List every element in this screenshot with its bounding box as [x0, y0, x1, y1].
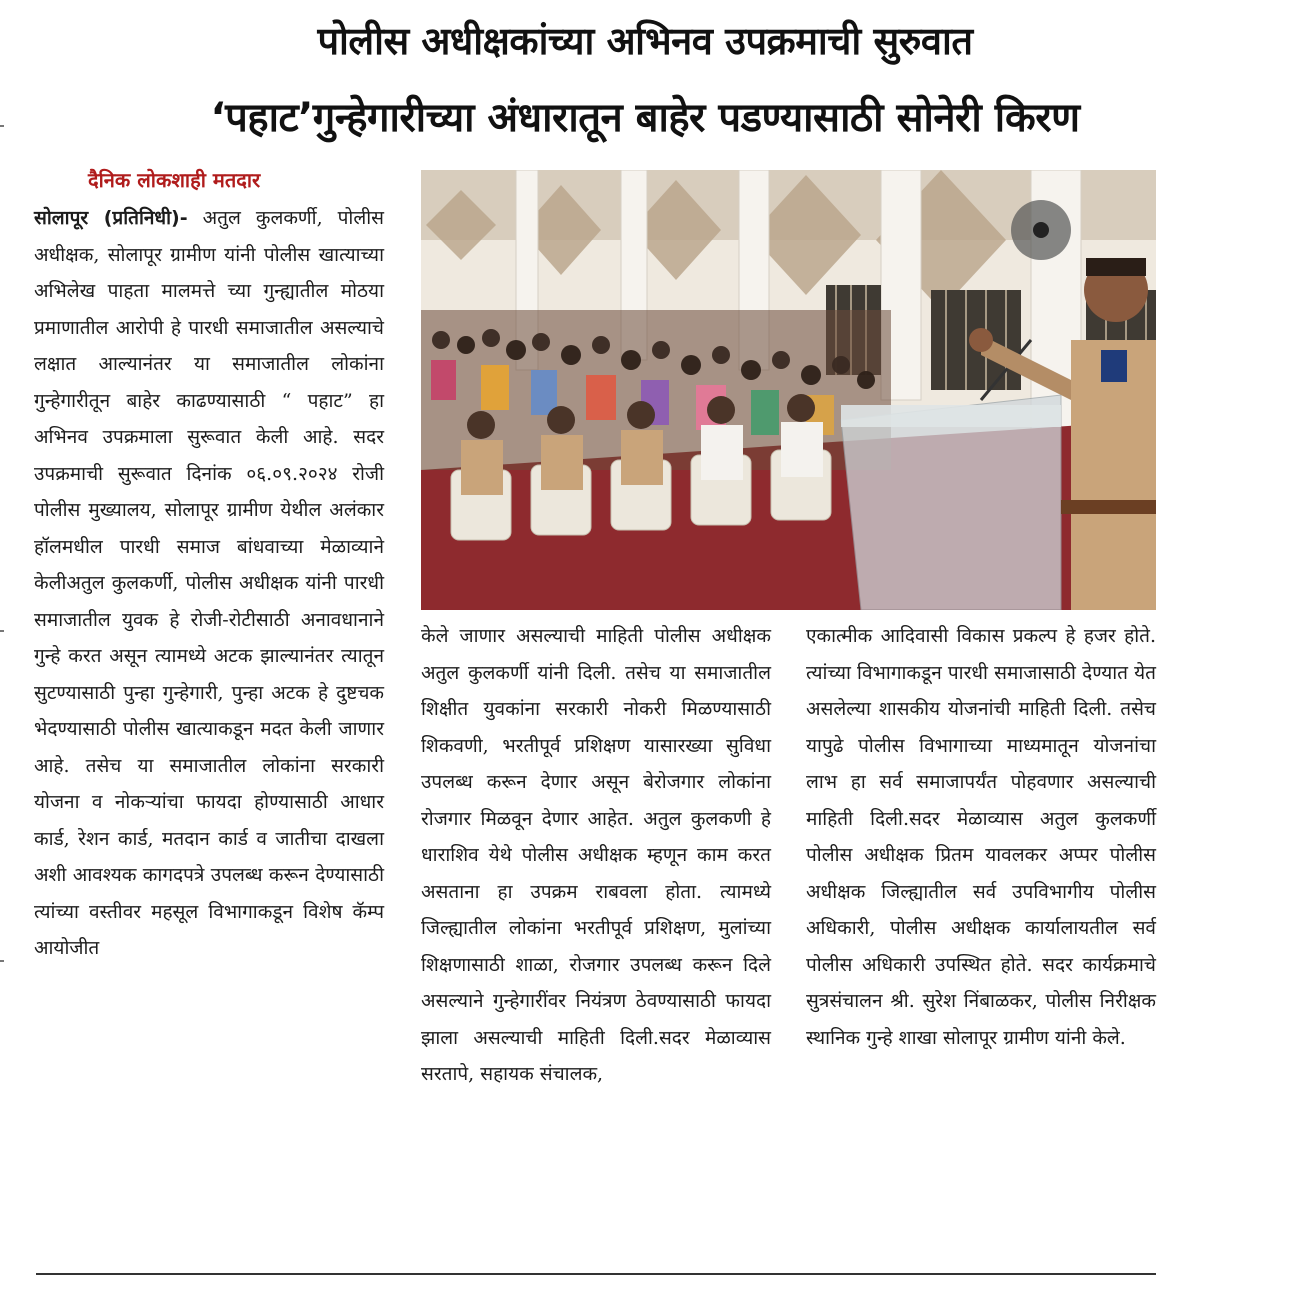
newspaper-source: दैनिक लोकशाही मतदार [88, 168, 261, 192]
article-column-1 [34, 200, 384, 967]
column-1-text: अतुल कुलकर्णी, पोलीस अधीक्षक, सोलापूर ग्रामीण यांनी पोलीस खात्याच्या अभिलेख पाहता मालमत्ते च्या गुन्ह्यातील मोठया प्रमाणातील आरोपी हे पारधी समाजातील असल्याचे लक्षात आल्यानंतर या समाजातील लोकांना गुन्हेगारीतून बाहेर काढण्यासाठी “ पहाट” हा अभिनव उपक्रमाला सुरूवात केली आहे. सदर उपक्रमाची सुरूवात दिनांक ०६.०९.२०२४ रोजी पोलीस मुख्यालय, सोलापूर ग्रामीण येथील अलंकार हॉलमधील पारधी समाज बांधवाच्या मेळाव्याने केलीअतुल कुलकर्णी, पोलीस अधीक्षक यांनी पारधी समाजातील युवक हे रोजी-रोटीसाठी अनावधानाने गुन्हे करत असून त्यामध्ये अटक झाल्यानंतर त्यातून सुटण्यासाठी पुन्हा गुन्हेगारी, पुन्हा अटक हे दुष्टचक भेदण्यासाठी पोलीस खात्याकडून मदत केली जाणार आहे. तसेच या समाजातील लोकांना सरकारी योजना व नोकऱ्यांचा फायदा होण्यासाठी आधार कार्ड, रेशन कार्ड, मतदान कार्ड व जातीचा दाखला अशी आवश्यक कागदपत्रे उपलब्ध करून देण्यासाठी त्यांच्या वस्तीवर महसूल विभागाकडून विशेष कॅम्प आयोजीत [34, 207, 384, 959]
event-photo [421, 170, 1156, 610]
margin-tick [0, 125, 4, 127]
headline-line-2: ‘पहाट’गुन्हेगारीच्या अंधारातून बाहेर पडण्यासाठी सोनेरी किरण [210, 95, 1080, 141]
article-column-2: केले जाणार असल्याची माहिती पोलीस अधीक्षक अतुल कुलकर्णी यांनी दिली. तसेच या समाजातील शिक्षीत युवकांना सरकारी नोकरी मिळण्यासाठी शिकवणी, भरतीपूर्व प्रशिक्षण यासारख्या सुविधा उपलब्ध करून देणार असून बेरोजगार लोकांना रोजगार मिळवून देणार आहेत. अतुल कुलकणी हे धाराशिव येथे पोलीस अधीक्षक म्हणून काम करत असताना हा उपक्रम राबवला होता. त्यामध्ये जिल्ह्यातील लोकांना भरतीपूर्व प्रशिक्षण, मुलांच्या शिक्षणासाठी शाळा, रोजगार उपलब्ध करून दिले असल्याने गुन्हेगारींवर नियंत्रण ठेवण्यासाठी फायदा झाला असल्याची माहिती दिली.सदर मेळाव्यास सरतापे, सहायक संचालक, [421, 625, 771, 1085]
bottom-rule [36, 1273, 1156, 1275]
article-column-3: एकात्मीक आदिवासी विकास प्रकल्प हे हजर होते. त्यांच्या विभागाकडून पारधी समाजासाठी देण्यात येत असलेल्या शासकीय योजनांची माहिती दिली. तसेच यापुढे पोलीस विभागाच्या माध्यमातून योजनांचा लाभ हा सर्व समाजापर्यंत पोहवणार असल्याची माहिती दिली.सदर मेळाव्यास अतुल कुलकर्णी पोलीस अधीक्षक प्रितम यावलकर अप्पर पोलीस अधीक्षक जिल्ह्यातील सर्व उपविभागीय पोलीस अधिकारी, पोलीस अधीक्षक कार्यालायतील सर्व पोलीस अधिकारी उपस्थित होते. सदर कार्यक्रमाचे सुत्रसंचालन श्री. सुरेश निंबाळकर, पोलीस निरीक्षक स्थानिक गुन्हे शाखा सोलापूर ग्रामीण यांनी केले. [806, 625, 1156, 1049]
dateline: सोलापूर (प्रतिनिधी)- [34, 207, 188, 229]
margin-tick [0, 630, 4, 632]
headline-line-1: पोलीस अधीक्षकांच्या अभिनव उपक्रमाची सुरुवात [317, 19, 973, 63]
margin-tick [0, 960, 4, 962]
